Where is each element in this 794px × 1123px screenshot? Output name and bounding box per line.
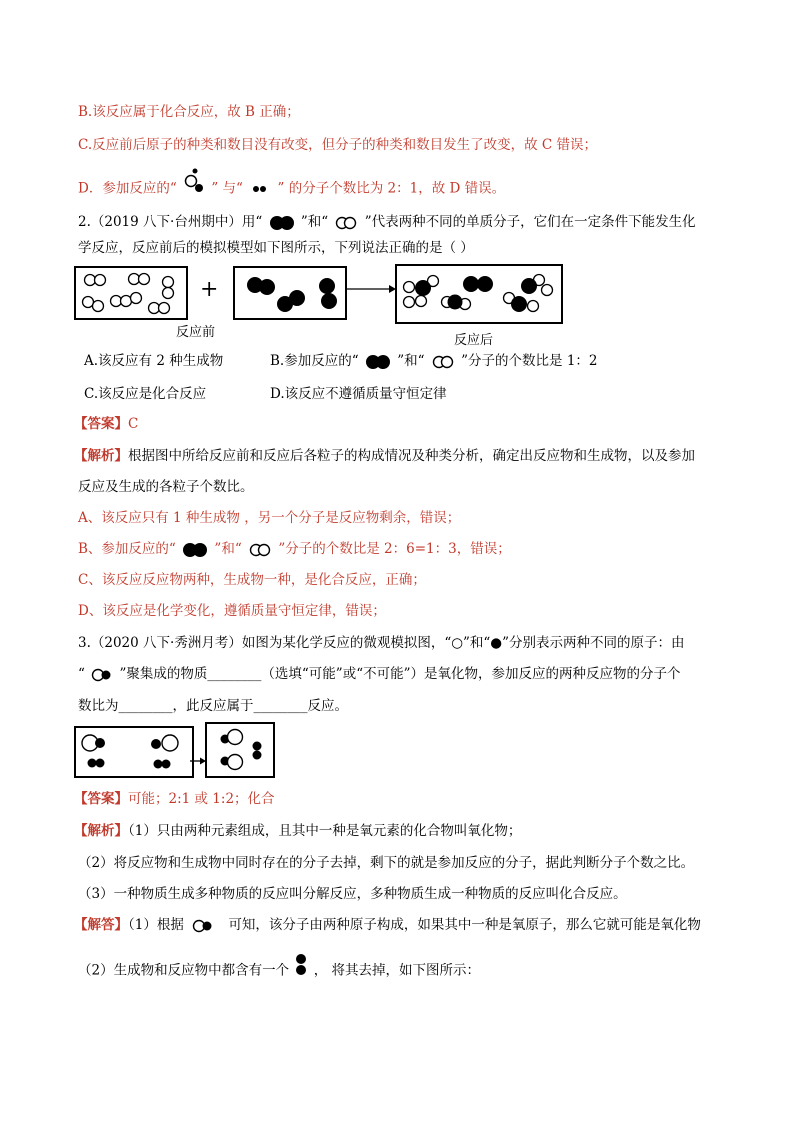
q2-answer (74, 414, 138, 434)
q3-analysis-line-3: （3）一种物质生成多种物质的反应叫分解反应，多种物质生成一种物质的反应叫化合反应。 (78, 886, 627, 902)
q3-solution-1a: （1）根据 (128, 917, 184, 933)
q1-d-mid: ” 与“ (211, 180, 243, 197)
q2-opt-b-b: ”和“ (397, 353, 425, 369)
molecule-icon-black-pair (365, 354, 391, 370)
q3-reactant-box (74, 726, 194, 778)
reaction-arrow-icon (345, 282, 397, 296)
solution-tag: 【解答】 (74, 917, 128, 933)
after-reaction-label: 反应后 (454, 333, 494, 348)
q3-answer (74, 789, 275, 809)
q1-option-c-explanation: C.反应前后原子的种类和数目没有改变，但分子的种类和数目发生了改变，故 C 错误； (78, 137, 598, 153)
analysis-tag: 【解析】 (74, 448, 128, 464)
q3-solution-2a: （2）生成物和反应物中都含有一个 (78, 962, 290, 979)
molecule-icon-small-dots (249, 184, 271, 194)
q2-explain-b (78, 539, 511, 559)
q3-solution-line-2 (78, 958, 480, 984)
q3-stem-2a: “ (78, 666, 85, 682)
q2-option-c: C.该反应是化合反应 (84, 386, 207, 402)
q1-option-d-explanation (78, 176, 505, 202)
q2-explain-d: D、该反应是化学变化，遵循质量守恒定律，错误； (78, 603, 386, 619)
q2-analysis-line-2: 反应及生成的各粒子个数比。 (78, 479, 254, 495)
molecule-icon-bent (183, 168, 205, 194)
q2-explain-c: C、该反应反应物两种，生成物一种，是化合反应，正确； (78, 572, 426, 588)
molecule-icon-white-pair (431, 355, 455, 369)
q2-b-line-a: B、参加反应的“ (78, 541, 176, 557)
q1-option-b-explanation: B.该反应属于化合反应，故 B 正确； (78, 104, 300, 120)
plus-sign: + (200, 277, 219, 302)
q2-option-d: D.该反应不遵循质量守恒定律 (270, 386, 447, 402)
q2-stem-1a: 2.（2019 八下·台州期中）用“ (78, 214, 263, 230)
q3-stem-line-2 (78, 664, 681, 684)
reactant-box-white (74, 266, 188, 320)
q3-stem-2b: ”聚集成的物质________（选填“可能”或“不可能”）是氧化物，参加反应的两种反应物的分子个 (119, 666, 681, 682)
q3-stem-line-1: 3.（2020 八下·秀洲月考）如图为某化学反应的微观模拟图，“○”和“●”分别表示两种不同的原子：由 (78, 635, 685, 651)
reactant-box-black (233, 266, 347, 320)
q3-solution-2b: ， 将其去掉，如下图所示： (313, 962, 480, 979)
q2-stem-line-1 (78, 212, 696, 232)
molecule-icon-black-pair (269, 215, 295, 231)
molecule-icon-black-pair (182, 542, 208, 558)
molecule-icon-white-black (192, 919, 214, 933)
q3-reaction-arrow-icon (190, 756, 206, 766)
answer-tag: 【答案】 (74, 416, 128, 432)
q2-stem-1c: ”代表两种不同的单质分子，它们在一定条件下能发生化 (364, 214, 696, 230)
molecule-icon-white-black (91, 668, 113, 682)
q2-answer-value: C (128, 416, 139, 432)
molecule-icon-white-pair (334, 216, 358, 230)
q3-analysis-line-2: （2）将反应物和生成物中同时存在的分子去掉，剩下的就是参加反应的分子，据此判断分子个数之比。 (78, 855, 695, 871)
q2-b-line-c: ”分子的个数比是 2：6=1：3，错误； (278, 541, 511, 557)
q2-option-a: A.该反应有 2 种生成物 (84, 353, 224, 369)
q2-stem-line-2: 学反应，反应前后的模拟模型如下图所示，下列说法正确的是（ ） (78, 240, 474, 256)
answer-tag: 【答案】 (74, 791, 128, 807)
q3-answer-value: 可能；2:1 或 1:2；化合 (128, 791, 275, 807)
q1-d-suffix: ” 的分子个数比为 2：1，故 D 错误。 (277, 180, 506, 197)
product-box (395, 264, 563, 324)
q3-stem-line-3: 数比为________，此反应属于________反应。 (78, 698, 348, 714)
q3-analysis-1: （1）只由两种元素组成，且其中一种是氧元素的化合物叫氧化物； (128, 823, 522, 839)
q2-analysis-1: 根据图中所给反应前和反应后各粒子的构成情况及种类分析，确定出反应物和生成物，以及参加 (128, 448, 695, 464)
q3-solution-1b: 可知，该分子由两种原子构成，如果其中一种是氧原子，那么它就可能是氧化物 (228, 917, 701, 933)
q2-stem-1b: ”和“ (300, 214, 329, 230)
q2-explain-a: A、该反应只有 1 种生成物 ，另一个分子是反应物剩余，错误； (78, 510, 461, 526)
analysis-tag: 【解析】 (74, 823, 128, 839)
before-reaction-label: 反应前 (176, 325, 216, 340)
q1-d-prefix: D．参加反应的“ (78, 180, 177, 197)
q3-product-box (205, 722, 275, 778)
q2-analysis-line-1 (74, 446, 695, 466)
molecule-icon-white-pair (248, 543, 272, 557)
q3-analysis-line-1 (74, 821, 521, 841)
molecule-icon-vertical-black (295, 952, 307, 978)
q3-solution-line-1 (74, 915, 701, 935)
q2-b-line-b: ”和“ (214, 541, 242, 557)
q2-opt-b-c: ”分子的个数比是 1：2 (461, 353, 598, 369)
q2-option-b (270, 351, 598, 371)
q2-opt-b-a: B.参加反应的“ (270, 353, 359, 369)
